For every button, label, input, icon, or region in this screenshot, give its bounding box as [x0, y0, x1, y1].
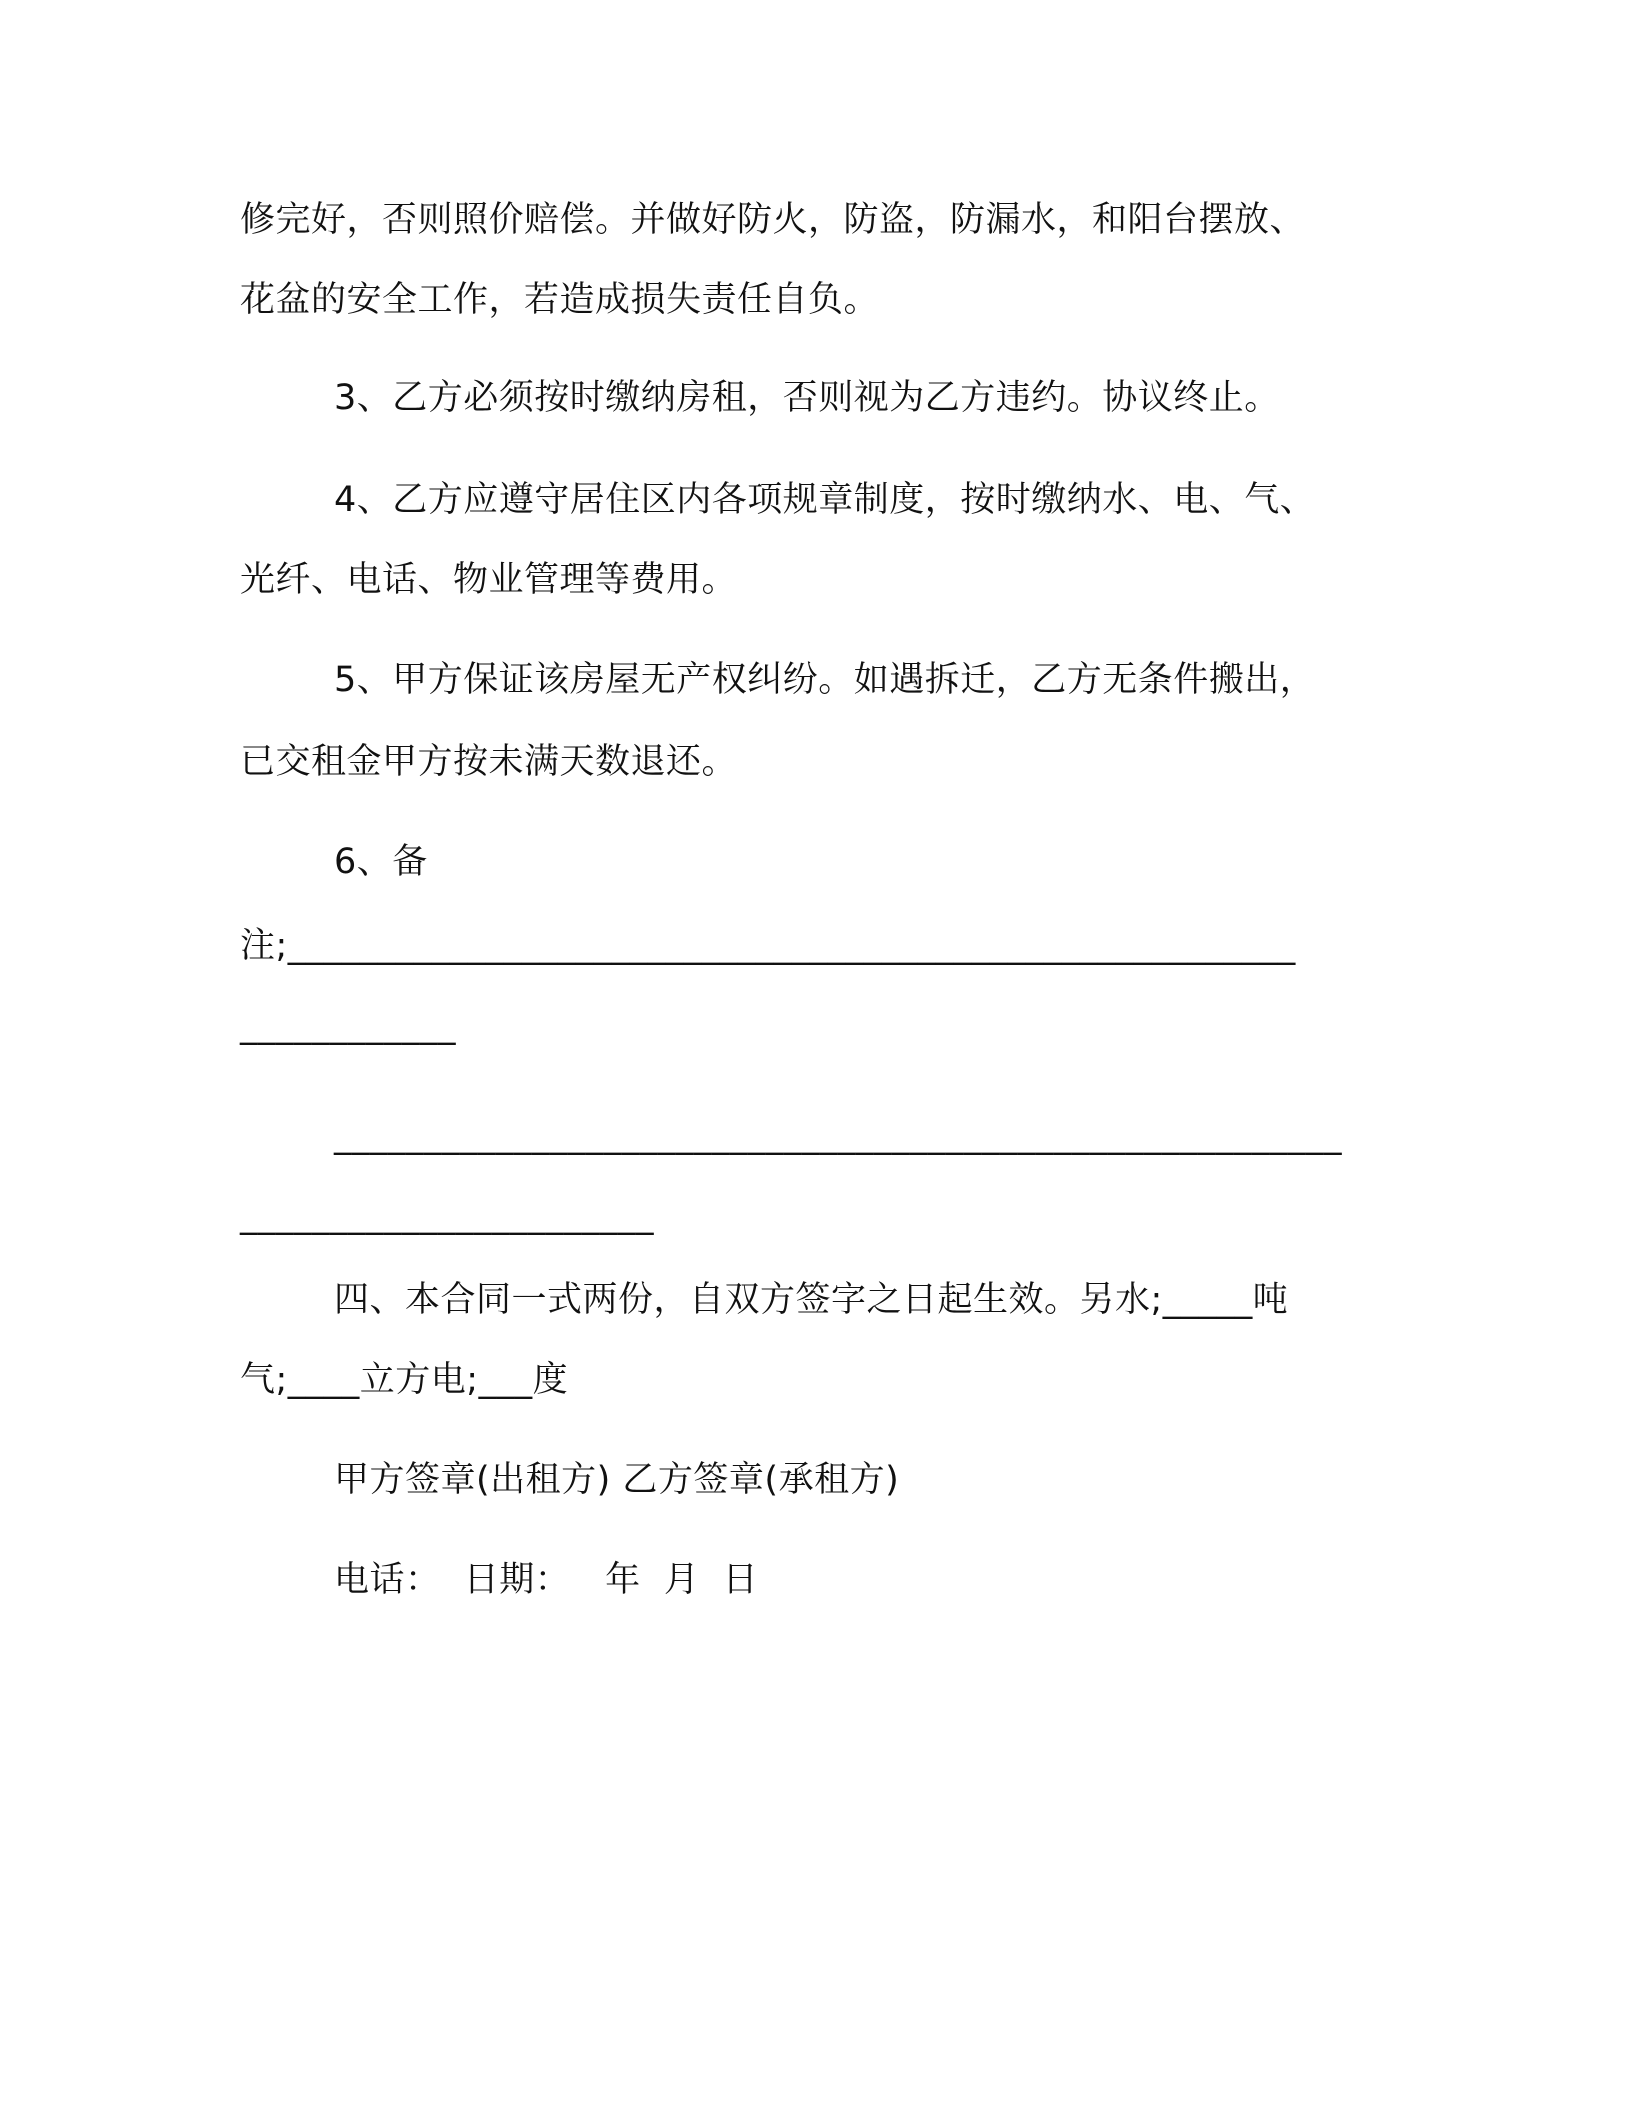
paragraph-line: 修完好，否则照价赔偿。并做好防火，防盗，防漏水，和阳台摆放、 [240, 200, 1306, 240]
paragraph-line: 光纤、电话、物业管理等费用。 [240, 560, 738, 600]
remarks-line: _______________________ [240, 1196, 654, 1236]
section-4: 四、本合同一式两份，自双方签字之日起生效。另水;_____吨 [334, 1280, 1289, 1320]
remarks-line: ________________________________________________________ [334, 1116, 1342, 1156]
paragraph-line: 气;____立方电;___度 [240, 1360, 569, 1400]
remarks-line: ____________ [240, 1006, 456, 1046]
phone-date-line: 电话： 日期： 年 月 日 [334, 1560, 759, 1600]
paragraph-line: 花盆的安全工作，若造成损失责任自负。 [240, 280, 880, 320]
clause-5: 5、甲方保证该房屋无产权纠纷。如遇拆迁，乙方无条件搬出， [334, 660, 1316, 700]
clause-6: 6、备 [334, 842, 428, 882]
clause-4: 4、乙方应遵守居住区内各项规章制度，按时缴纳水、电、气、 [334, 480, 1316, 520]
paragraph-line: 已交租金甲方按未满天数退还。 [240, 742, 738, 782]
remarks-line: 注;________________________________________________________ [240, 926, 1296, 966]
signature-line: 甲方签章(出租方) 乙方签章(承租方) [334, 1460, 900, 1500]
clause-3: 3、乙方必须按时缴纳房租，否则视为乙方违约。协议终止。 [334, 378, 1280, 418]
